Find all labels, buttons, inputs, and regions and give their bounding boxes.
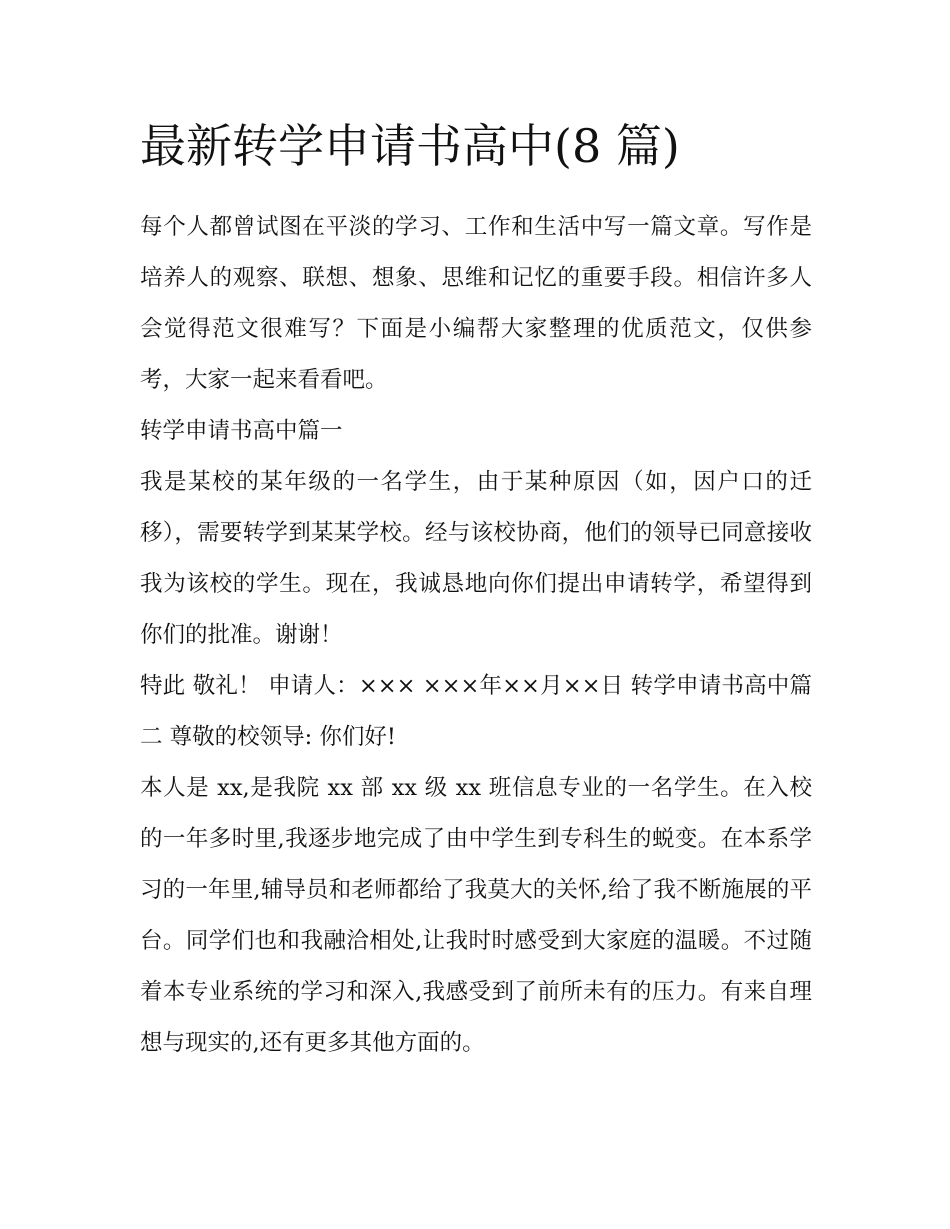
document-body <box>140 202 812 1069</box>
paragraph-intro: 每个人都曾试图在平淡的学习、工作和生活中写一篇文章。写作是培养人的观察、联想、想象、思维和记忆的重要手段。相信许多人会觉得范文很难写？下面是小编帮大家整理的优质范文，仅供参考，大家一起来看看吧。 <box>140 214 812 393</box>
document-title: 最新转学申请书高中(8 篇) <box>140 119 680 173</box>
section-heading-1: 转学申请书高中篇一 <box>140 418 343 444</box>
document-page <box>140 112 812 1069</box>
paragraph-self-introduction: 本人是 xx,是我院 xx 部 xx 级 xx 班信息专业的一名学生。在入校的一年多时里,我逐步地完成了由中学生到专科生的蜕变。在本系学习的一年里,辅导员和老师都给了我莫大的关怀,给了我不断施展的平台。同学们也和我融洽相处,让我时时感受到大家庭的温暖。不过随着本专业系统的学习和深入,我感受到了前所未有的压力。有来自理想与现实的,还有更多其他方面的。 <box>140 775 812 1056</box>
paragraph-transfer-request: 我是某校的某年级的一名学生，由于某种原因（如，因户口的迁移），需要转学到某某学校。经与该校协商，他们的领导已同意接收我为该校的学生。现在，我诚恳地向你们提出申请转学，希望得到你们的批准。谢谢！ <box>140 469 812 648</box>
paragraph-closing-and-section-2: 特此 敬礼！ 申请人：××× ×××年××月××日 转学申请书高中篇二 尊敬的校领导: 你们好! <box>140 673 812 750</box>
